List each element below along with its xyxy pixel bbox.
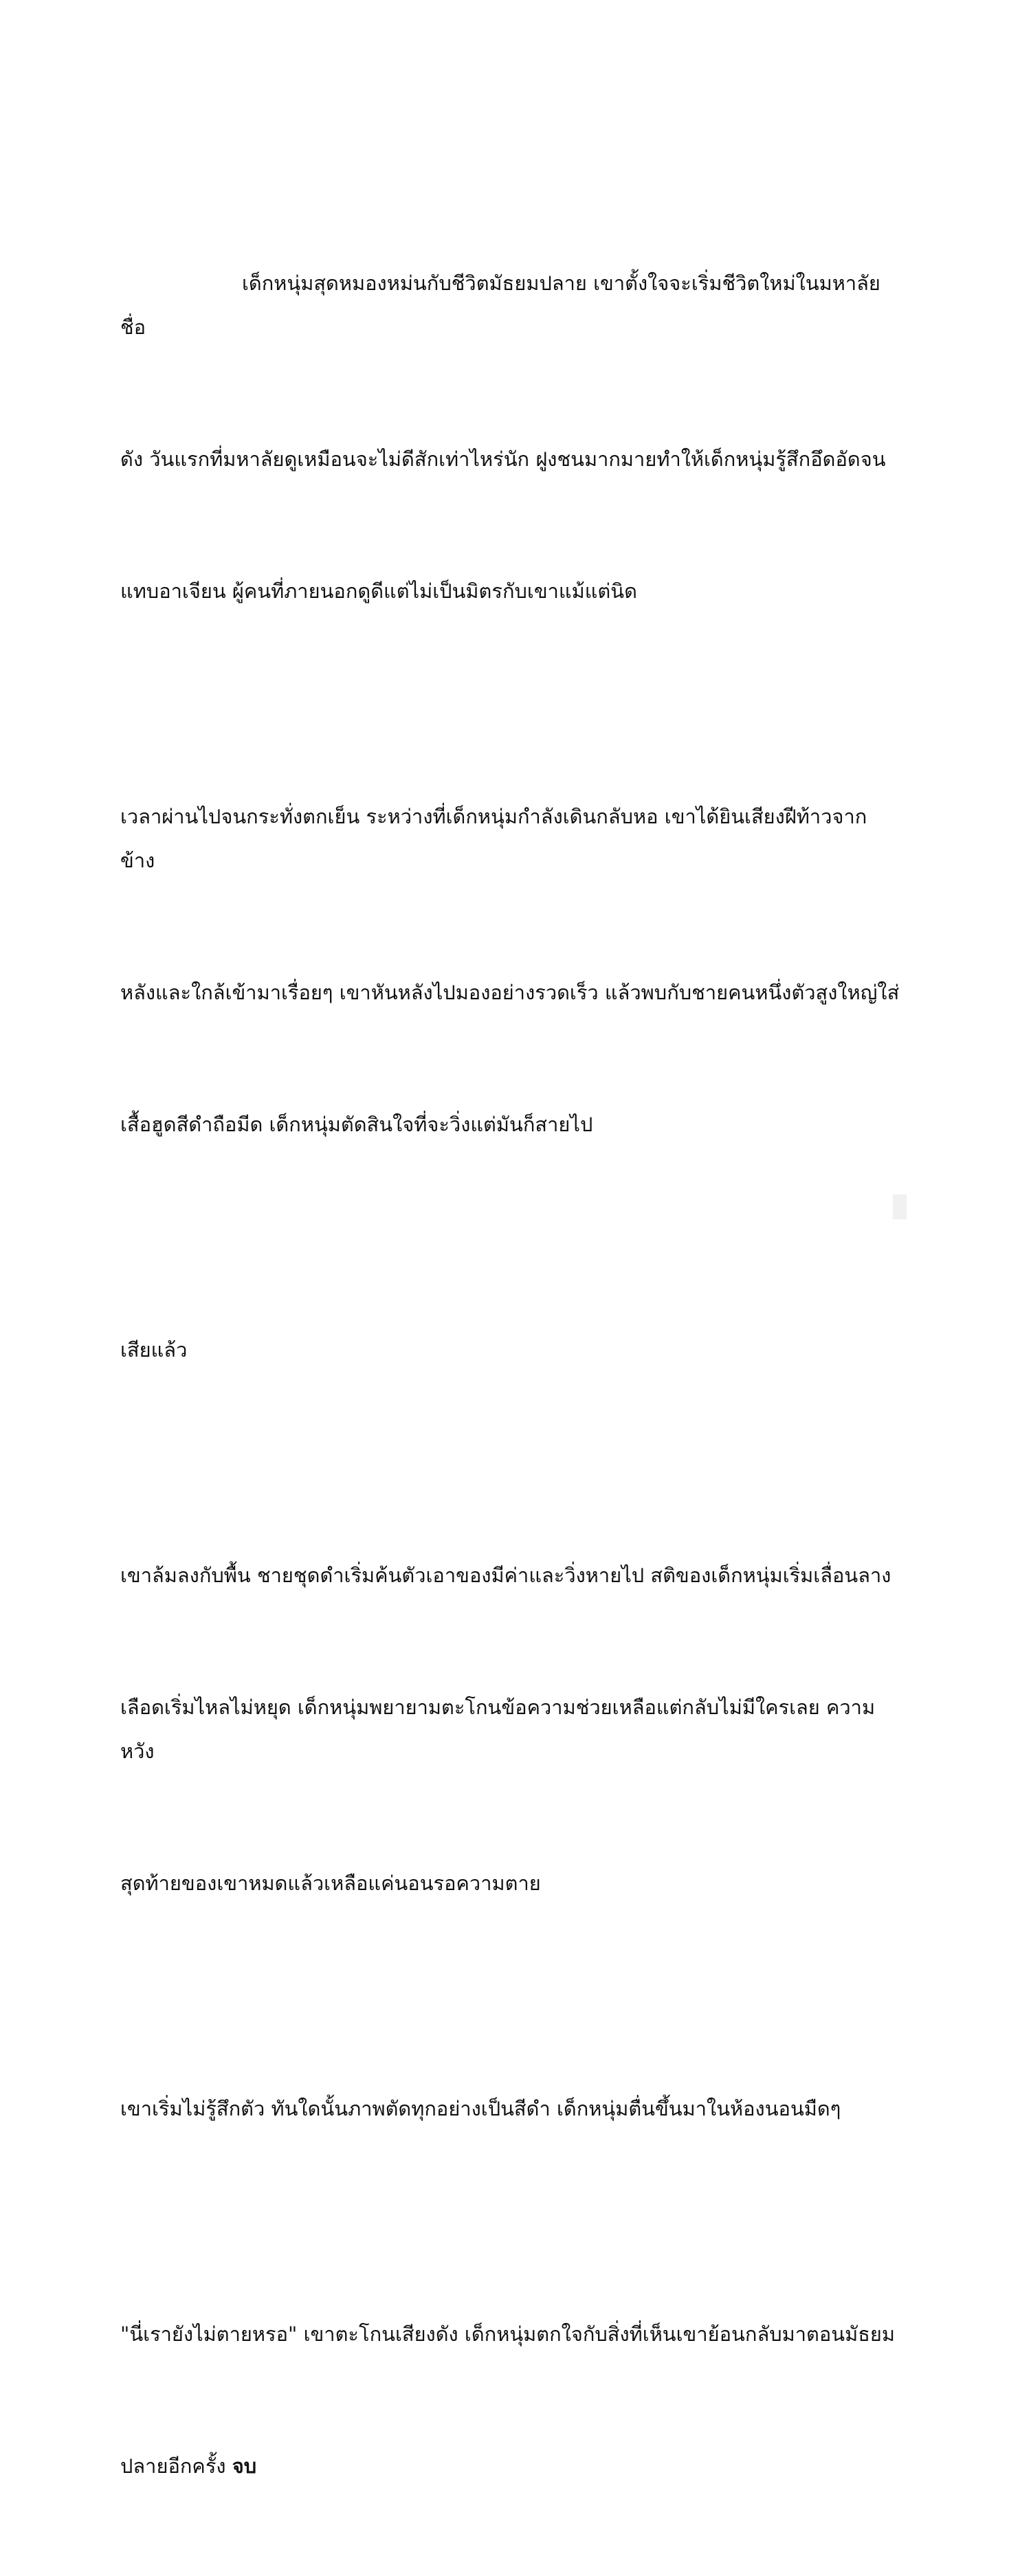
paragraph-line: เสียแล้ว	[120, 1338, 188, 1362]
paragraph-2	[120, 707, 900, 1234]
paragraph-line: "นี่เรายังไม่ตายหรอ" เขาตะโกนเสียงดัง เด็กหนุ่มตกใจกับสิ่งที่เห็นเขาย้อนกลับมาตอนมัธยม	[120, 2322, 896, 2346]
paragraph-1	[120, 173, 900, 701]
paragraph-line: เสื้อฮูดสีดำถือมีด เด็กหนุ่มตัดสินใจที่จะวิ่งแต่มันก็สายไป	[120, 1113, 593, 1136]
paragraph-4	[120, 1465, 900, 1993]
paragraph-last-line	[120, 2444, 900, 2488]
story-body	[120, 173, 900, 2576]
page-corner-mark	[893, 1195, 907, 1219]
paragraph-line: หลังและใกล้เข้ามาเรื่อยๆ เขาหันหลังไปมองอย่างรวดเร็ว แล้วพบกับชายคนหนึ่งตัวสูงใหญ่ใส่	[120, 981, 900, 1004]
paragraph-line: เขาเริ่มไม่รู้สึกตัว ทันใดนั้นภาพตัดทุกอย่างเป็นสีดำ เด็กหนุ่มตื่นขึ้นมาในห้องนอนมืดๆ	[120, 2097, 841, 2120]
paragraph-5	[120, 1999, 900, 2219]
paragraph-line: แทบอาเจียน ผู้คนที่ภายนอกดูดีแต่ไม่เป็นมิตรกับเขาแม้แต่นิด	[120, 579, 637, 603]
paragraph-line-text: ปลายอีกครั้ง	[120, 2454, 232, 2478]
paragraph-line: เวลาผ่านไปจนกระทั่งตกเย็น ระหว่างที่เด็กหนุ่มกำลังเดินกลับหอ เขาได้ยินเสียงฝีท้าวจากข้าง	[120, 805, 867, 872]
paragraph-3	[120, 1240, 900, 1460]
paragraph-line: สุดท้ายของเขาหมดแล้วเหลือแค่นอนรอความตาย	[120, 1872, 541, 1895]
paragraph-line: เด็กหนุ่มสุดหมองหม่นกับชีวิตมัธยมปลาย เขาตั้งใจจะเริ่มชีวิตใหม่ในมหาลัยชื่อ	[120, 271, 880, 339]
paragraph-6	[120, 2224, 900, 2576]
ending-word: จบ	[232, 2454, 257, 2478]
paragraph-line: เลือดเริ่มไหลไม่หยุด เด็กหนุ่มพยายามตะโกนข้อความช่วยเหลือแต่กลับไม่มีใครเลย ความหวัง	[120, 1696, 876, 1763]
paragraph-line: ดัง วันแรกที่มหาลัยดูเหมือนจะไม่ดีสักเท่าไหร่นัก ฝูงชนมากมายทำให้เด็กหนุ่มรู้สึกอึดอัดจน	[120, 447, 886, 471]
paragraph-line: เขาล้มลงกับพื้น ชายชุดดำเริ่มค้นตัวเอาของมีค่าและวิ่งหายไป สติของเด็กหนุ่มเริ่มเลื่อนลาง	[120, 1564, 891, 1587]
